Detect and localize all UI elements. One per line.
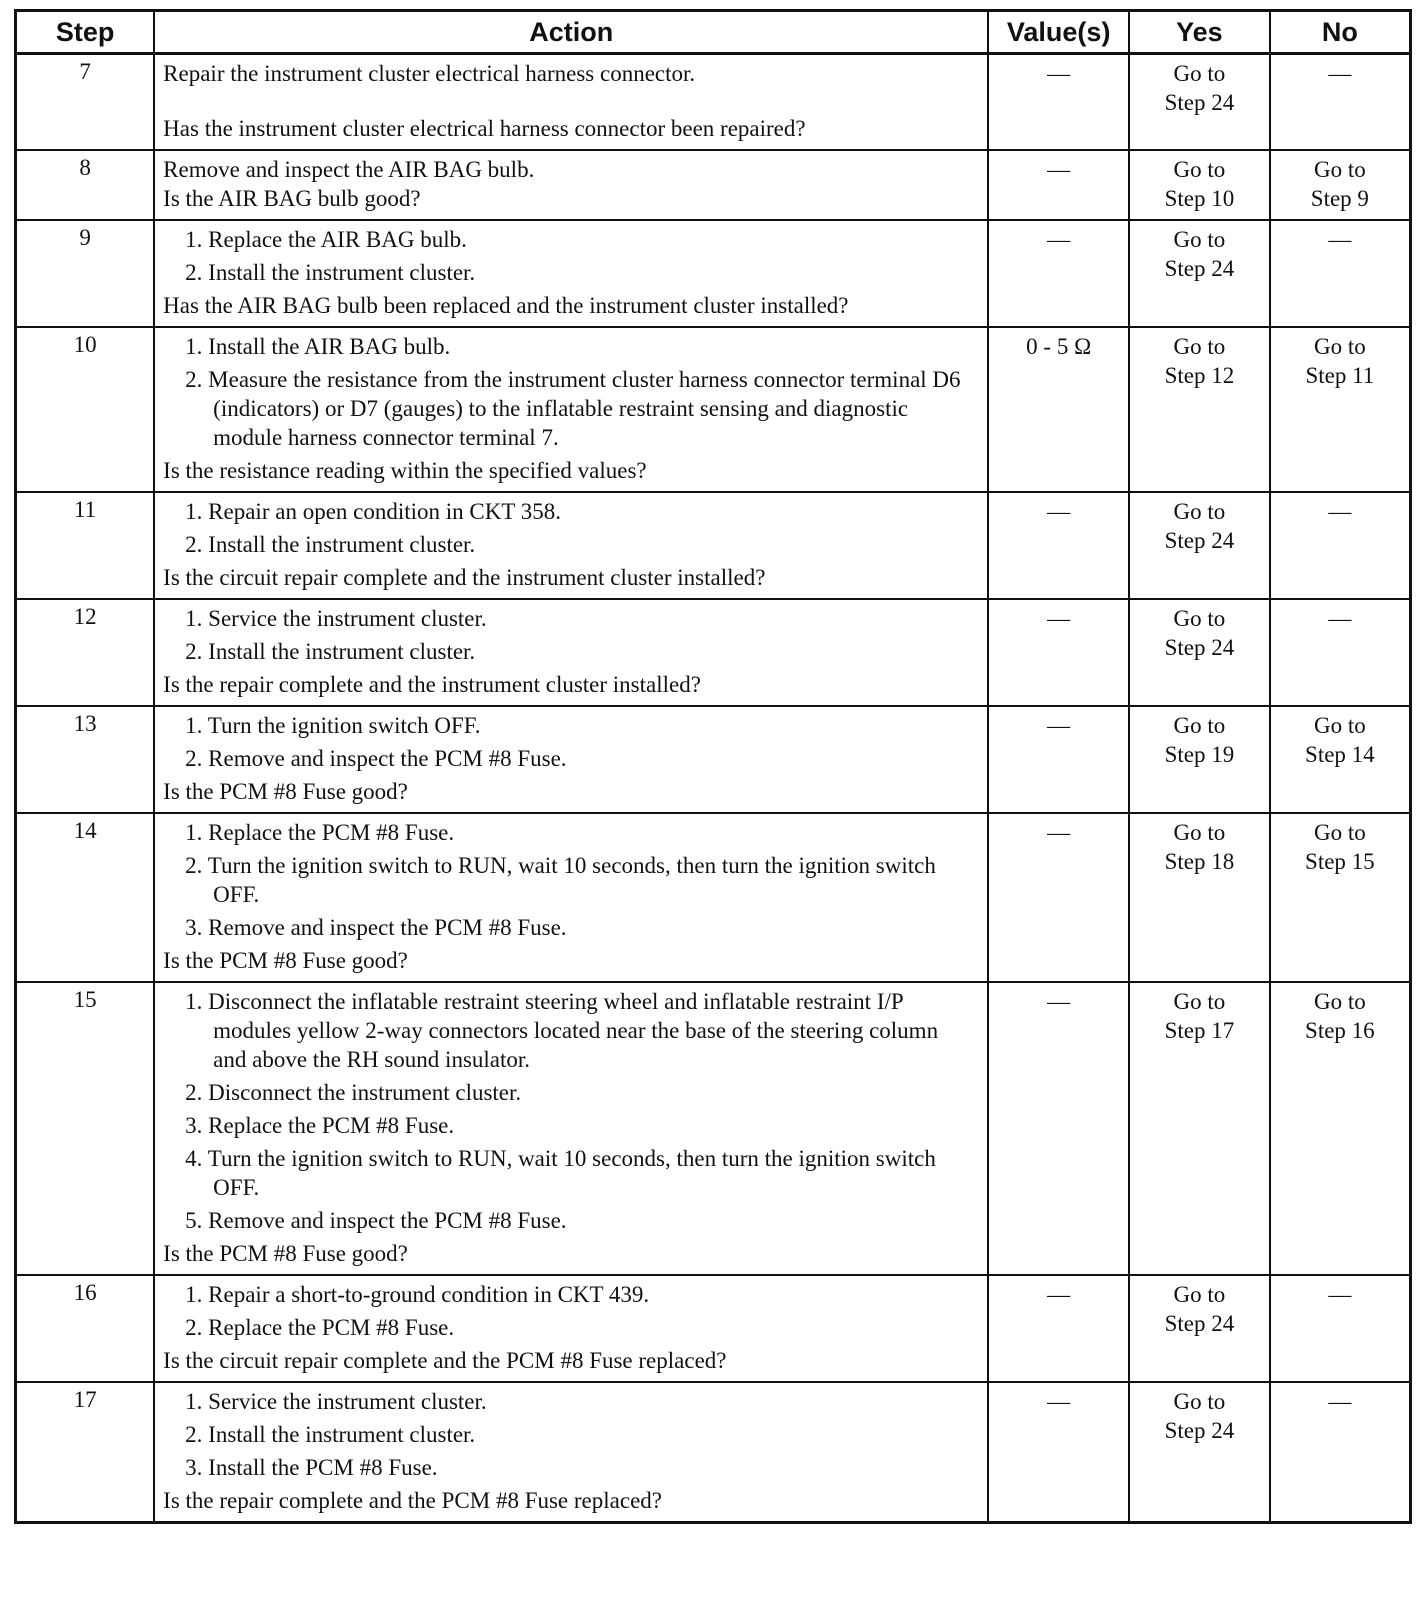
yes-line: Go to	[1173, 61, 1226, 86]
table-row	[16, 982, 1411, 1275]
step-number: 10	[16, 327, 155, 492]
yes-line: Go to	[1173, 606, 1226, 631]
action-question: Is the circuit repair complete and the instrument cluster installed?	[163, 565, 766, 590]
action-cell	[154, 54, 988, 151]
yes-cell	[1129, 327, 1270, 492]
yes-line: Go to	[1173, 1389, 1226, 1414]
yes-cell	[1129, 706, 1270, 813]
yes-line: Go to	[1173, 713, 1226, 738]
yes-line: Step 10	[1164, 186, 1235, 211]
action-cell	[154, 813, 988, 982]
yes-cell	[1129, 150, 1270, 220]
yes-line: Step 24	[1164, 635, 1235, 660]
action-step: 2. Install the instrument cluster.	[185, 639, 476, 664]
yes-cell	[1129, 54, 1270, 151]
action-steps-list	[163, 1280, 975, 1342]
action-steps-list	[163, 604, 975, 666]
value-cell: —	[988, 982, 1129, 1275]
action-question: Has the instrument cluster electrical harness connector been repaired?	[163, 116, 806, 141]
action-step: 1. Service the instrument cluster.	[185, 1389, 487, 1414]
no-line: Step 11	[1305, 363, 1375, 388]
header-no: No	[1270, 11, 1411, 54]
action-steps-list	[163, 1387, 975, 1482]
yes-line: Go to	[1173, 1282, 1226, 1307]
yes-line: Go to	[1173, 820, 1226, 845]
yes-cell	[1129, 599, 1270, 706]
step-number: 9	[16, 220, 155, 327]
action-question: Is the PCM #8 Fuse good?	[163, 1241, 408, 1266]
action-steps-list	[163, 225, 975, 287]
table-row	[16, 1275, 1411, 1382]
table-row	[16, 813, 1411, 982]
header-action: Action	[154, 11, 988, 54]
table-row	[16, 54, 1411, 151]
yes-line: Go to	[1173, 989, 1226, 1014]
yes-line: Go to	[1173, 157, 1226, 182]
action-step: 1. Install the AIR BAG bulb.	[185, 334, 451, 359]
yes-cell	[1129, 1382, 1270, 1523]
action-question: Is the PCM #8 Fuse good?	[163, 779, 408, 804]
action-question: Is the resistance reading within the specified values?	[163, 458, 647, 483]
action-question: Has the AIR BAG bulb been replaced and the instrument cluster installed?	[163, 293, 849, 318]
value-cell: —	[988, 492, 1129, 599]
header-row	[16, 11, 1411, 54]
action-cell	[154, 150, 988, 220]
value-cell: —	[988, 220, 1129, 327]
step-number: 8	[16, 150, 155, 220]
action-question: Is the repair complete and the PCM #8 Fuse replaced?	[163, 1488, 662, 1513]
yes-line: Go to	[1173, 334, 1226, 359]
step-number: 16	[16, 1275, 155, 1382]
action-step: 1. Replace the AIR BAG bulb.	[185, 227, 467, 252]
action-steps-list	[163, 332, 975, 452]
no-cell	[1270, 1275, 1411, 1382]
no-line: Step 9	[1310, 186, 1369, 211]
no-line: Go to	[1314, 157, 1366, 182]
table-row	[16, 599, 1411, 706]
yes-cell	[1129, 220, 1270, 327]
table-row	[16, 492, 1411, 599]
action-step: 1. Disconnect the inflatable restraint steering wheel and inflatable restraint I/P modules yellow 2-way connectors located near the base of the steering column and above the RH sound insulator.	[185, 989, 939, 1072]
no-cell	[1270, 1382, 1411, 1523]
action-step: 1. Repair an open condition in CKT 358.	[185, 499, 561, 524]
value-cell: —	[988, 599, 1129, 706]
no-line: —	[1328, 61, 1352, 86]
action-step: 3. Install the PCM #8 Fuse.	[185, 1455, 438, 1480]
no-cell	[1270, 492, 1411, 599]
no-line: Step 16	[1305, 1018, 1375, 1043]
action-cell	[154, 706, 988, 813]
action-intro: Repair the instrument cluster electrical harness connector.	[163, 61, 696, 86]
action-steps-list	[163, 987, 975, 1235]
action-cell	[154, 1382, 988, 1523]
yes-cell	[1129, 1275, 1270, 1382]
no-cell	[1270, 706, 1411, 813]
action-step: 3. Remove and inspect the PCM #8 Fuse.	[185, 915, 567, 940]
value-cell: —	[988, 54, 1129, 151]
action-cell	[154, 492, 988, 599]
yes-line: Go to	[1173, 227, 1226, 252]
no-line: Go to	[1314, 820, 1366, 845]
action-step: 1. Turn the ignition switch OFF.	[185, 713, 481, 738]
action-steps-list	[163, 711, 975, 773]
table-row	[16, 1382, 1411, 1523]
action-step: 1. Repair a short-to-ground condition in CKT 439.	[185, 1282, 650, 1307]
action-cell	[154, 599, 988, 706]
step-number: 7	[16, 54, 155, 151]
step-number: 11	[16, 492, 155, 599]
yes-cell	[1129, 492, 1270, 599]
action-question: Is the AIR BAG bulb good?	[163, 186, 421, 211]
step-number: 17	[16, 1382, 155, 1523]
yes-line: Step 12	[1164, 363, 1235, 388]
header-yes: Yes	[1129, 11, 1270, 54]
action-step: 1. Service the instrument cluster.	[185, 606, 487, 631]
no-cell	[1270, 599, 1411, 706]
no-line: —	[1328, 1389, 1352, 1414]
no-cell	[1270, 982, 1411, 1275]
yes-line: Step 17	[1164, 1018, 1235, 1043]
action-cell	[154, 1275, 988, 1382]
value-cell: 0 - 5 Ω	[988, 327, 1129, 492]
action-question: Is the PCM #8 Fuse good?	[163, 948, 408, 973]
diagnostic-table	[14, 9, 1412, 1524]
no-line: Go to	[1314, 989, 1366, 1014]
table-row	[16, 706, 1411, 813]
action-steps-list	[163, 497, 975, 559]
action-question: Is the circuit repair complete and the PCM #8 Fuse replaced?	[163, 1348, 727, 1373]
action-cell	[154, 220, 988, 327]
action-step: 1. Replace the PCM #8 Fuse.	[185, 820, 455, 845]
no-cell	[1270, 54, 1411, 151]
action-step: 2. Install the instrument cluster.	[185, 260, 476, 285]
step-number: 12	[16, 599, 155, 706]
no-cell	[1270, 220, 1411, 327]
yes-line: Go to	[1173, 499, 1226, 524]
action-step: 5. Remove and inspect the PCM #8 Fuse.	[185, 1208, 567, 1233]
action-intro: Remove and inspect the AIR BAG bulb.	[163, 157, 535, 182]
action-step: 2. Turn the ignition switch to RUN, wait 10 seconds, then turn the ignition switch OFF.	[185, 853, 936, 907]
no-line: —	[1328, 499, 1352, 524]
action-cell	[154, 982, 988, 1275]
action-step: 2. Install the instrument cluster.	[185, 1422, 476, 1447]
value-cell: —	[988, 813, 1129, 982]
yes-line: Step 18	[1164, 849, 1235, 874]
action-cell	[154, 327, 988, 492]
action-step: 2. Disconnect the instrument cluster.	[185, 1080, 522, 1105]
no-cell	[1270, 813, 1411, 982]
step-number: 14	[16, 813, 155, 982]
step-number: 13	[16, 706, 155, 813]
header-values: Value(s)	[988, 11, 1129, 54]
step-number: 15	[16, 982, 155, 1275]
no-line: —	[1328, 606, 1352, 631]
no-cell	[1270, 150, 1411, 220]
action-question: Is the repair complete and the instrument cluster installed?	[163, 672, 701, 697]
value-cell: —	[988, 150, 1129, 220]
action-step: 2. Measure the resistance from the instrument cluster harness connector terminal D6 (indicators) or D7 (gauges) to the inflatable restraint sensing and diagnostic module harness connector terminal 7.	[185, 367, 961, 450]
table-row	[16, 150, 1411, 220]
yes-line: Step 24	[1164, 90, 1235, 115]
table-row	[16, 327, 1411, 492]
no-line: Step 14	[1305, 742, 1375, 767]
no-cell	[1270, 327, 1411, 492]
no-line: —	[1328, 227, 1352, 252]
yes-cell	[1129, 982, 1270, 1275]
no-line: Step 15	[1305, 849, 1375, 874]
action-step: 3. Replace the PCM #8 Fuse.	[185, 1113, 455, 1138]
yes-line: Step 24	[1164, 528, 1235, 553]
yes-line: Step 19	[1164, 742, 1235, 767]
action-step: 2. Install the instrument cluster.	[185, 532, 476, 557]
table-row	[16, 220, 1411, 327]
header-step: Step	[16, 11, 155, 54]
action-step: 2. Replace the PCM #8 Fuse.	[185, 1315, 455, 1340]
value-cell: —	[988, 706, 1129, 813]
yes-line: Step 24	[1164, 1418, 1235, 1443]
yes-line: Step 24	[1164, 1311, 1235, 1336]
value-cell: —	[988, 1382, 1129, 1523]
action-step: 2. Remove and inspect the PCM #8 Fuse.	[185, 746, 567, 771]
action-step: 4. Turn the ignition switch to RUN, wait 10 seconds, then turn the ignition switch OFF.	[185, 1146, 936, 1200]
table-body	[16, 54, 1411, 1523]
no-line: Go to	[1314, 713, 1366, 738]
action-steps-list	[163, 818, 975, 942]
value-cell: —	[988, 1275, 1129, 1382]
no-line: Go to	[1314, 334, 1366, 359]
yes-line: Step 24	[1164, 256, 1235, 281]
yes-cell	[1129, 813, 1270, 982]
no-line: —	[1328, 1282, 1352, 1307]
